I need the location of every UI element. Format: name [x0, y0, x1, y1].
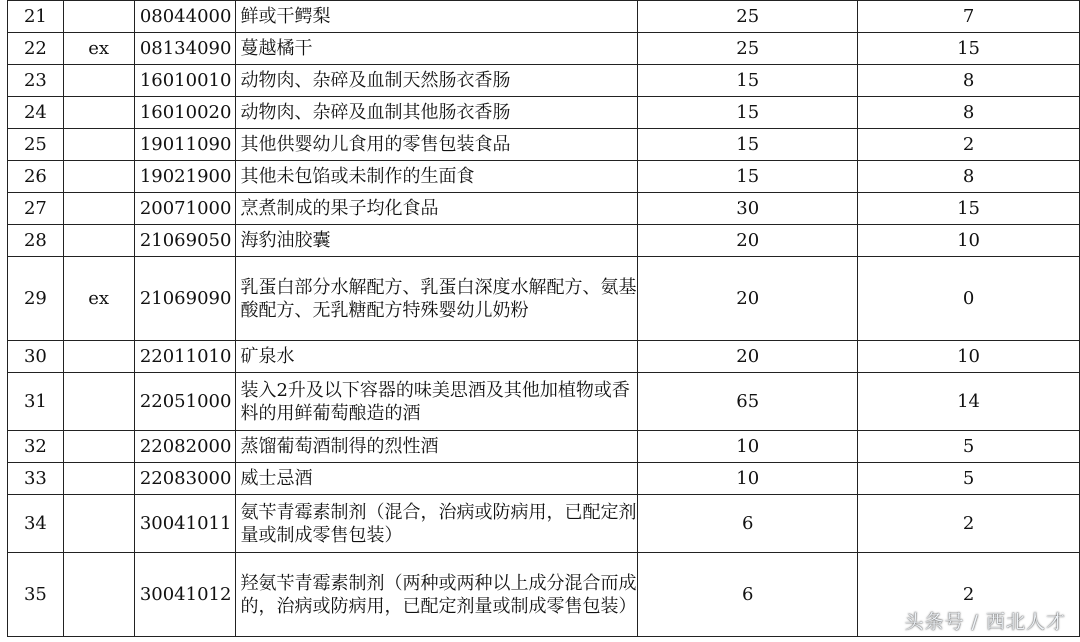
row-number: 29 [8, 257, 64, 341]
rate-provisional: 5 [858, 463, 1080, 495]
row-number: 32 [8, 431, 64, 463]
rate-mfn: 20 [638, 257, 858, 341]
ex-marker: ex [63, 33, 134, 65]
rate-provisional: 7 [858, 1, 1080, 33]
row-number: 35 [8, 553, 64, 637]
row-number: 30 [8, 341, 64, 373]
tariff-code: 16010020 [134, 97, 236, 129]
rate-mfn: 25 [638, 1, 858, 33]
row-number: 24 [8, 97, 64, 129]
tariff-code: 16010010 [134, 65, 236, 97]
ex-marker [63, 129, 134, 161]
table-row [8, 1, 1080, 33]
ex-marker [63, 373, 134, 431]
item-description: 乳蛋白部分水解配方、乳蛋白深度水解配方、氨基酸配方、无乳糖配方特殊婴幼儿奶粉 [236, 257, 638, 341]
ex-marker [63, 495, 134, 553]
item-description: 烹煮制成的果子均化食品 [236, 193, 638, 225]
rate-mfn: 20 [638, 225, 858, 257]
rate-provisional: 2 [858, 495, 1080, 553]
rate-mfn: 6 [638, 495, 858, 553]
rate-provisional: 8 [858, 97, 1080, 129]
table-row [8, 193, 1080, 225]
rate-provisional: 8 [858, 161, 1080, 193]
tariff-code: 22083000 [134, 463, 236, 495]
tariff-code: 22082000 [134, 431, 236, 463]
rate-provisional: 5 [858, 431, 1080, 463]
tariff-code: 08134090 [134, 33, 236, 65]
item-description: 其他供婴幼儿食用的零售包装食品 [236, 129, 638, 161]
row-number: 23 [8, 65, 64, 97]
item-description: 氨苄青霉素制剂（混合，治病或防病用，已配定剂量或制成零售包装） [236, 495, 638, 553]
table-row [8, 161, 1080, 193]
ex-marker [63, 225, 134, 257]
rate-mfn: 25 [638, 33, 858, 65]
rate-mfn: 15 [638, 161, 858, 193]
item-description: 蒸馏葡萄酒制得的烈性酒 [236, 431, 638, 463]
tariff-code: 21069050 [134, 225, 236, 257]
rate-provisional: 15 [858, 33, 1080, 65]
ex-marker [63, 97, 134, 129]
rate-provisional: 15 [858, 193, 1080, 225]
row-number: 25 [8, 129, 64, 161]
item-description: 装入2升及以下容器的味美思酒及其他加植物或香料的用鲜葡萄酿造的酒 [236, 373, 638, 431]
table-row [8, 225, 1080, 257]
table-row [8, 129, 1080, 161]
item-description: 羟氨苄青霉素制剂（两种或两种以上成分混合而成的，治病或防病用，已配定剂量或制成零售包装） [236, 553, 638, 637]
item-description: 动物肉、杂碎及血制其他肠衣香肠 [236, 97, 638, 129]
ex-marker [63, 1, 134, 33]
rate-provisional: 8 [858, 65, 1080, 97]
rate-mfn: 20 [638, 341, 858, 373]
item-description: 海豹油胶囊 [236, 225, 638, 257]
ex-marker [63, 463, 134, 495]
rate-provisional: 2 [858, 129, 1080, 161]
tariff-code: 19011090 [134, 129, 236, 161]
item-description: 其他未包馅或未制作的生面食 [236, 161, 638, 193]
table-row [8, 495, 1080, 553]
tariff-code: 19021900 [134, 161, 236, 193]
table-row [8, 431, 1080, 463]
rate-provisional: 10 [858, 341, 1080, 373]
table-row [8, 373, 1080, 431]
row-number: 22 [8, 33, 64, 65]
row-number: 33 [8, 463, 64, 495]
rate-provisional: 14 [858, 373, 1080, 431]
table-row [8, 33, 1080, 65]
ex-marker [63, 161, 134, 193]
table-row [8, 463, 1080, 495]
ex-marker [63, 431, 134, 463]
item-description: 鲜或干鳄梨 [236, 1, 638, 33]
rate-provisional: 0 [858, 257, 1080, 341]
row-number: 21 [8, 1, 64, 33]
rate-mfn: 10 [638, 463, 858, 495]
ex-marker [63, 65, 134, 97]
tariff-code: 22011010 [134, 341, 236, 373]
row-number: 27 [8, 193, 64, 225]
rate-mfn: 15 [638, 65, 858, 97]
ex-marker [63, 553, 134, 637]
item-description: 威士忌酒 [236, 463, 638, 495]
tariff-code: 30041012 [134, 553, 236, 637]
row-number: 31 [8, 373, 64, 431]
rate-mfn: 6 [638, 553, 858, 637]
rate-provisional: 2 [858, 553, 1080, 637]
tariff-code: 21069090 [134, 257, 236, 341]
table-row [8, 97, 1080, 129]
item-description: 矿泉水 [236, 341, 638, 373]
rate-mfn: 15 [638, 97, 858, 129]
tariff-code: 08044000 [134, 1, 236, 33]
rate-mfn: 65 [638, 373, 858, 431]
ex-marker [63, 341, 134, 373]
row-number: 26 [8, 161, 64, 193]
item-description: 蔓越橘干 [236, 33, 638, 65]
table-row [8, 257, 1080, 341]
rate-mfn: 10 [638, 431, 858, 463]
rate-mfn: 15 [638, 129, 858, 161]
tariff-code: 30041011 [134, 495, 236, 553]
tariff-code: 20071000 [134, 193, 236, 225]
tariff-table-body [8, 1, 1080, 637]
rate-provisional: 10 [858, 225, 1080, 257]
table-row [8, 341, 1080, 373]
tariff-table [7, 0, 1080, 637]
table-row [8, 65, 1080, 97]
ex-marker [63, 193, 134, 225]
rate-mfn: 30 [638, 193, 858, 225]
item-description: 动物肉、杂碎及血制天然肠衣香肠 [236, 65, 638, 97]
row-number: 34 [8, 495, 64, 553]
watermark: 头条号 / 西北人才 [904, 611, 1066, 633]
ex-marker: ex [63, 257, 134, 341]
row-number: 28 [8, 225, 64, 257]
tariff-code: 22051000 [134, 373, 236, 431]
